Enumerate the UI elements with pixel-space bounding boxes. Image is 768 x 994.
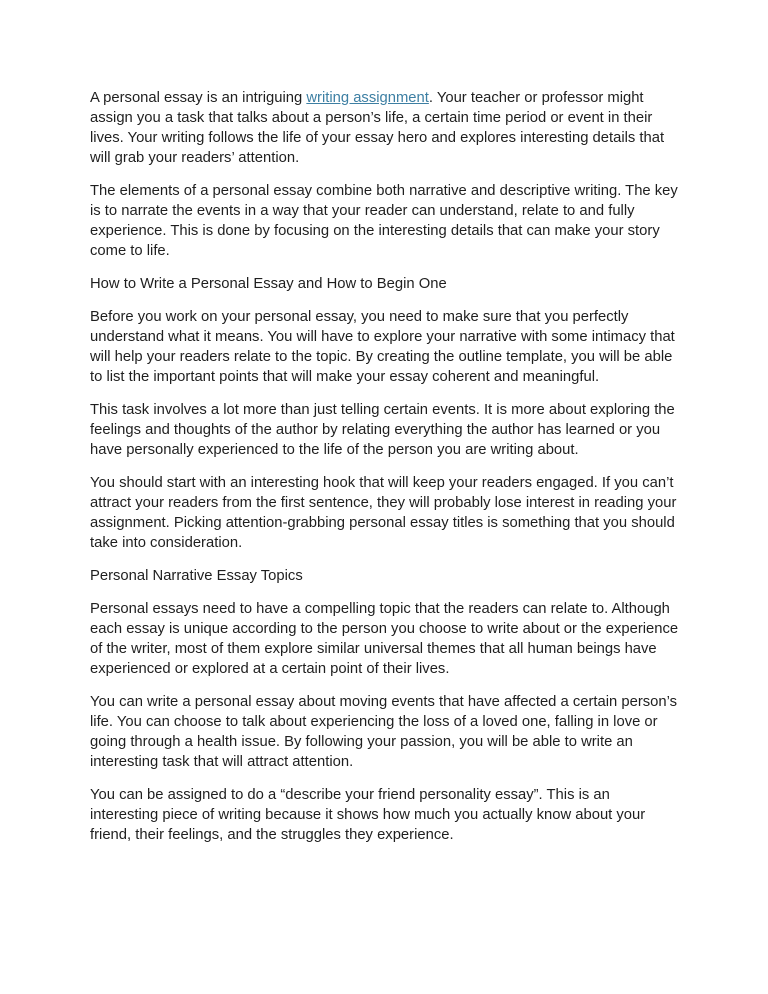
paragraph-before-you-work: Before you work on your personal essay, you need to make sure that you perfectly understand what it means. You will have to explore your narrative with some intimacy that will help your readers relate to the topic. By creating the outline template, you will be able to list the important points that will make your essay coherent and meaningful. — [90, 309, 675, 385]
paragraph-friend-personality: You can be assigned to do a “describe your friend personality essay”. This is an interesting piece of writing because it shows how much you actually know about your friend, their feelings, and the struggles they experience. — [90, 787, 646, 843]
paragraph-task-involves: This task involves a lot more than just telling certain events. It is more about exploring the feelings and thoughts of the author by relating everything the author has learned or you have personally experienced to the life of the person you are writing about. — [90, 402, 675, 458]
heading-narrative-topics: Personal Narrative Essay Topics — [90, 568, 303, 584]
paragraph-intro — [90, 88, 682, 168]
paragraph-elements: The elements of a personal essay combine both narrative and descriptive writing. The key is to narrate the events in a way that your reader can understand, relate to and fully experience. This is done by focusing on the interesting details that can make your story come to life. — [90, 183, 678, 259]
intro-text-after: . Your teacher or professor might assign you a task that talks about a person’s life, a certain time period or event in their lives. Your writing follows the life of your essay hero and explores interesting details that will grab your readers’ attention. — [90, 90, 665, 166]
writing-assignment-link[interactable]: writing assignment — [306, 90, 429, 106]
document-body — [90, 88, 682, 858]
intro-text-before: A personal essay is an intriguing — [90, 90, 307, 106]
paragraph-hook: You should start with an interesting hook that will keep your readers engaged. If you can’t attract your readers from the first sentence, they will probably lose interest in reading your assignment. Picking attention-grabbing personal essay titles is something that you should take into consideration. — [90, 475, 677, 551]
paragraph-compelling-topic: Personal essays need to have a compelling topic that the readers can relate to. Although each essay is unique according to the person you choose to write about or the experience of the writer, most of them explore similar universal themes that all human beings have experienced or explored at a certain point of their lives. — [90, 601, 679, 677]
paragraph-moving-events: You can write a personal essay about moving events that have affected a certain person’s life. You can choose to talk about experiencing the loss of a loved one, falling in love or going through a health issue. By following your passion, you will be able to write an interesting task that will attract attention. — [90, 694, 678, 770]
heading-how-to-write: How to Write a Personal Essay and How to Begin One — [90, 276, 447, 292]
